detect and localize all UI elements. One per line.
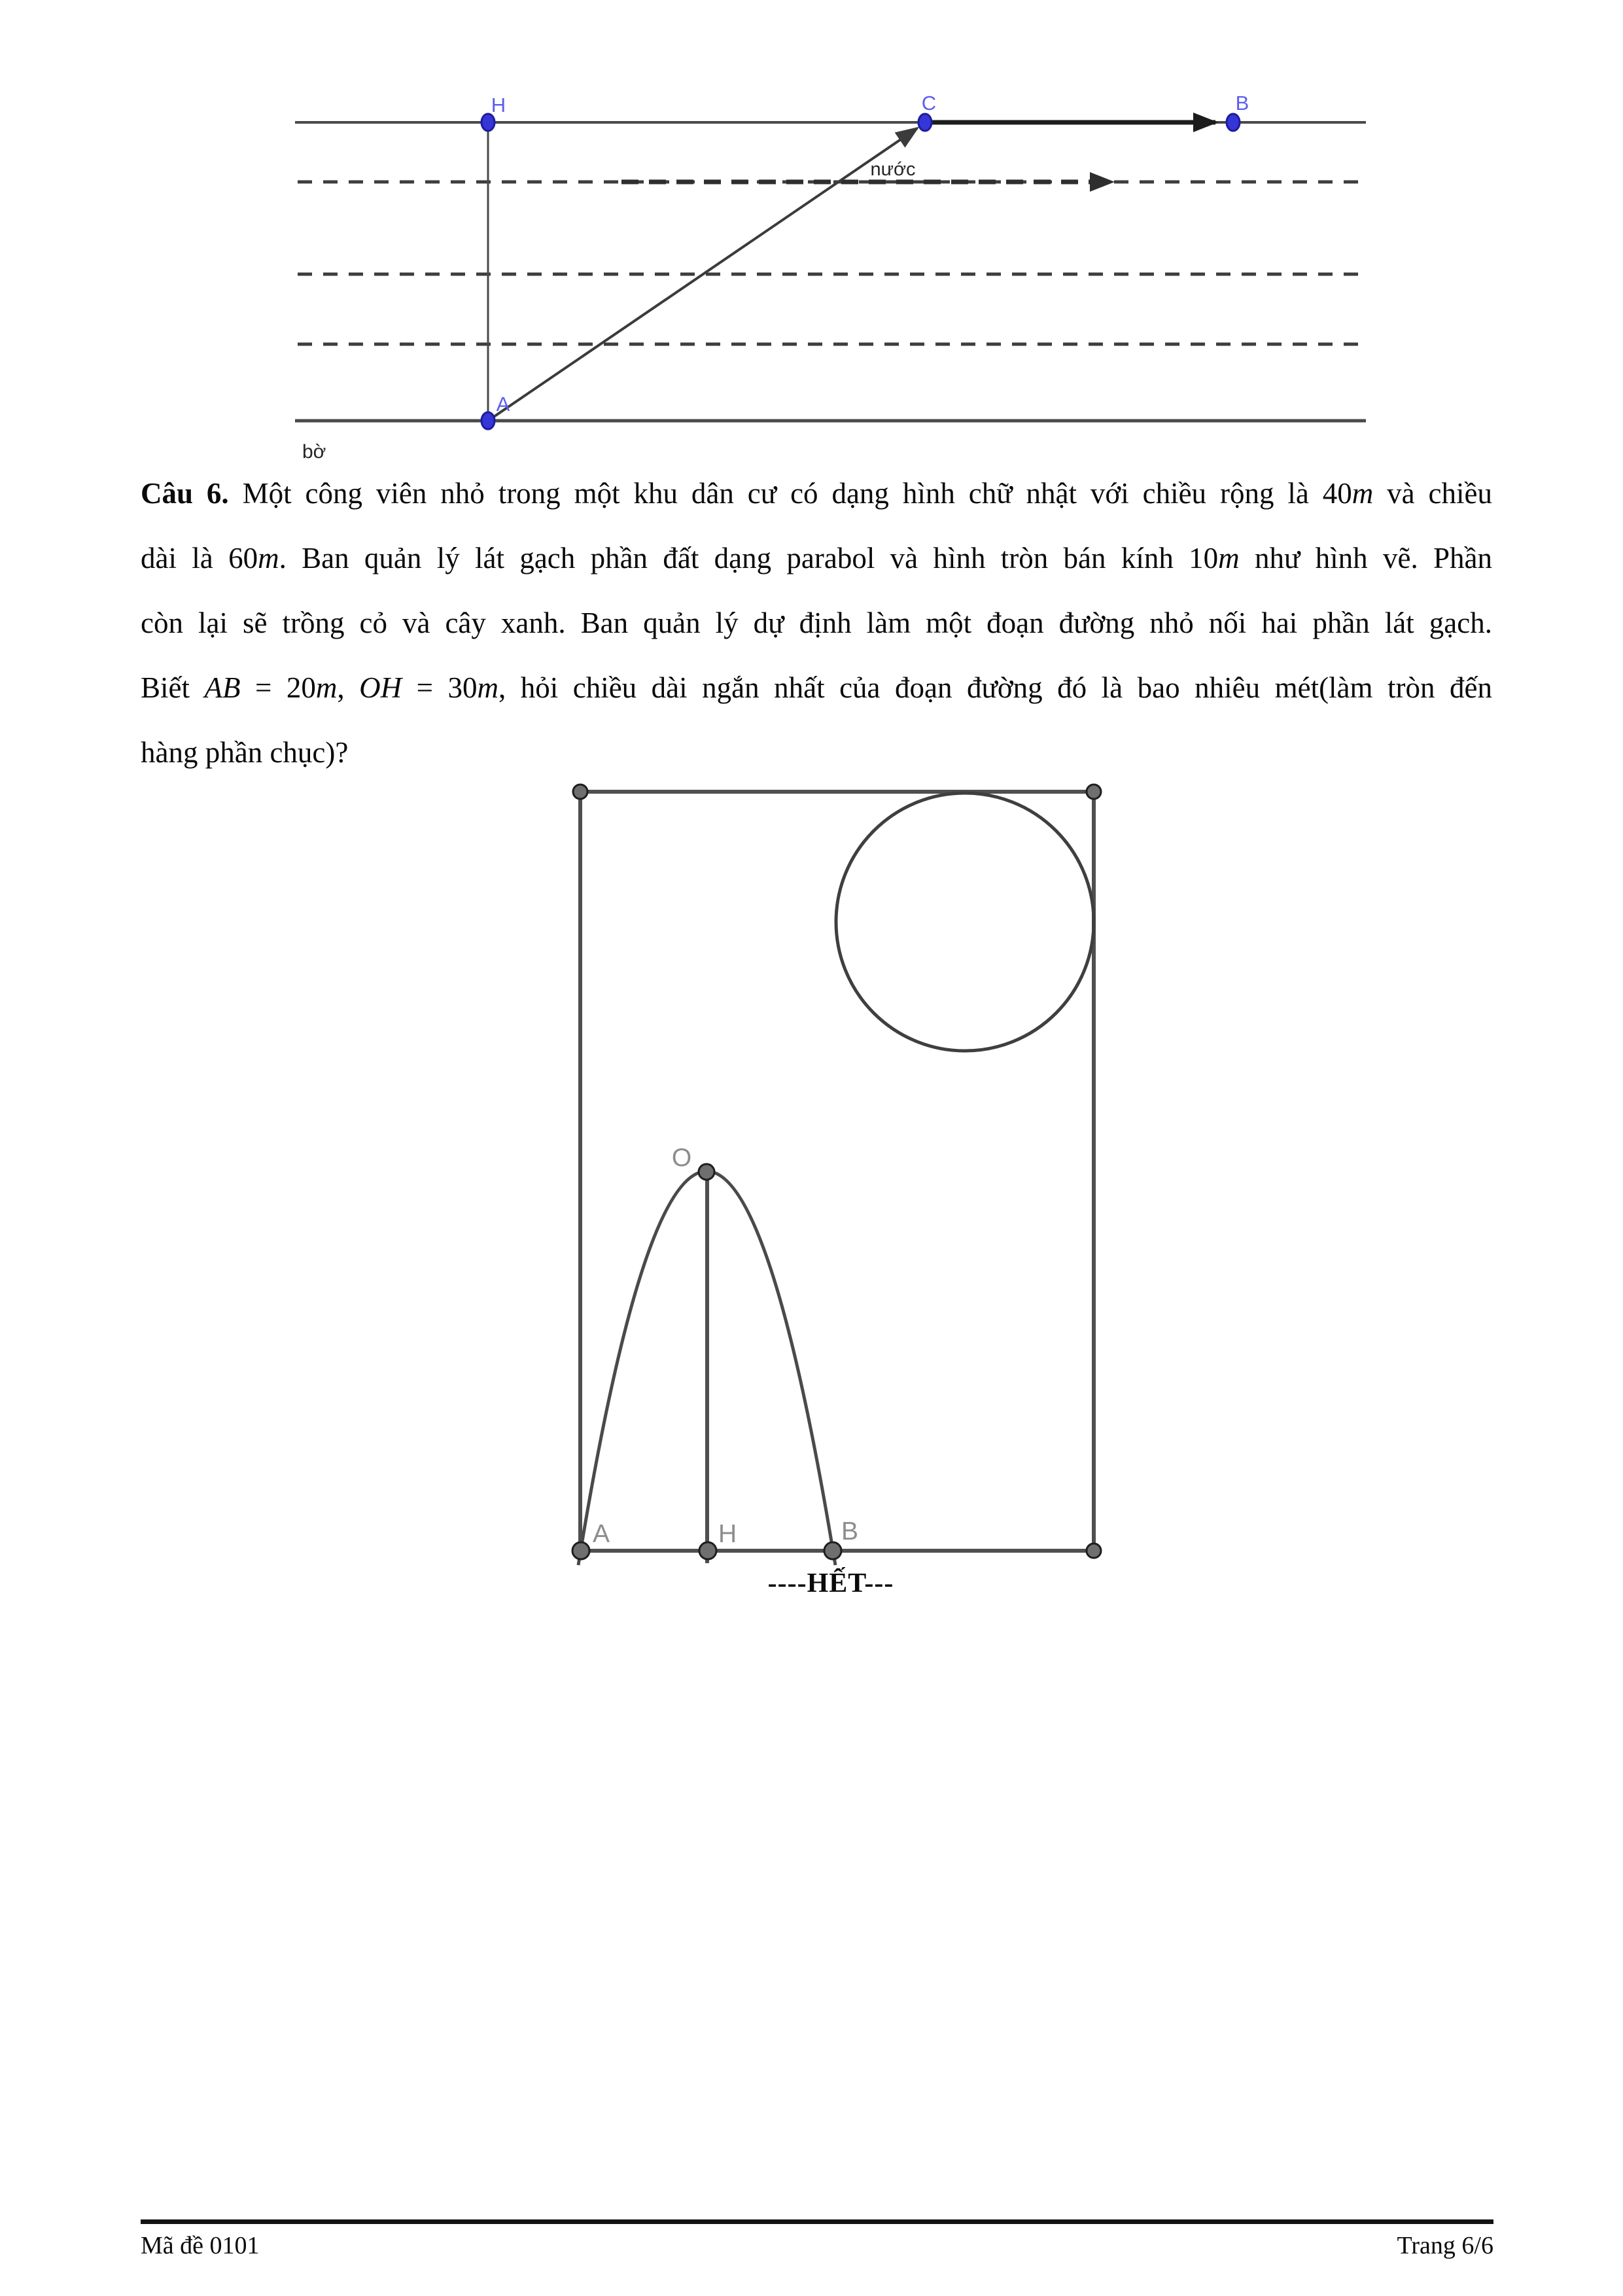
- question-number: Câu 6.: [141, 477, 229, 510]
- point-label-h: H: [491, 94, 506, 116]
- point-label-a: A: [496, 393, 510, 415]
- footer-rule: [141, 2219, 1493, 2224]
- point-label-o: O: [671, 1144, 692, 1172]
- point-label-h2: H: [718, 1520, 737, 1548]
- point-b: [1227, 114, 1240, 131]
- footer-page-number: Trang 6/6: [1397, 2232, 1493, 2259]
- end-of-exam-marker: ----HẾT---: [767, 1568, 894, 1598]
- river-diagram: [288, 85, 1387, 478]
- question-line-3: còn lại sẽ trồng cỏ và cây xanh. Ban quản lý dự định làm một đoạn đường nhỏ nối hai phần lát gạch.: [141, 607, 1492, 639]
- point-a2: [572, 1542, 589, 1559]
- point-label-c: C: [921, 92, 937, 115]
- paved-circle: [836, 793, 1094, 1051]
- point-a: [481, 412, 495, 429]
- question-paragraph: [141, 461, 1492, 785]
- water-label: nước: [870, 159, 916, 180]
- point-h2: [699, 1542, 716, 1559]
- question-line-5: hàng phần chục)?: [141, 736, 349, 769]
- point-label-a2: A: [593, 1520, 610, 1548]
- park-diagram: [556, 766, 1125, 1597]
- corner-point-bottom-right: [1087, 1544, 1101, 1558]
- point-label-b2: B: [841, 1517, 859, 1545]
- corner-point-top-left: [573, 785, 587, 799]
- corner-point-top-right: [1087, 785, 1101, 799]
- point-o: [699, 1164, 714, 1180]
- question-line-2: dài là 60m. Ban quản lý lát gạch phần đất dạng parabol và hình tròn bán kính 10m như hình vẽ. Phần: [141, 542, 1493, 574]
- crossing-arrow-ac: [488, 128, 917, 421]
- shore-label: bờ: [302, 441, 326, 463]
- point-b2: [824, 1542, 841, 1559]
- point-label-b: B: [1235, 92, 1249, 115]
- footer-exam-code: Mã đề 0101: [141, 2232, 260, 2259]
- question-line-1: Câu 6. Một công viên nhỏ trong một khu dân cư có dạng hình chữ nhật với chiều rộng là 40m và chiều: [141, 477, 1492, 510]
- question-line-4: Biết AB = 20m, OH = 30m, hỏi chiều dài ngắn nhất của đoạn đường đó là bao nhiêu mét(làm tròn đến: [141, 671, 1492, 704]
- point-c: [918, 114, 932, 131]
